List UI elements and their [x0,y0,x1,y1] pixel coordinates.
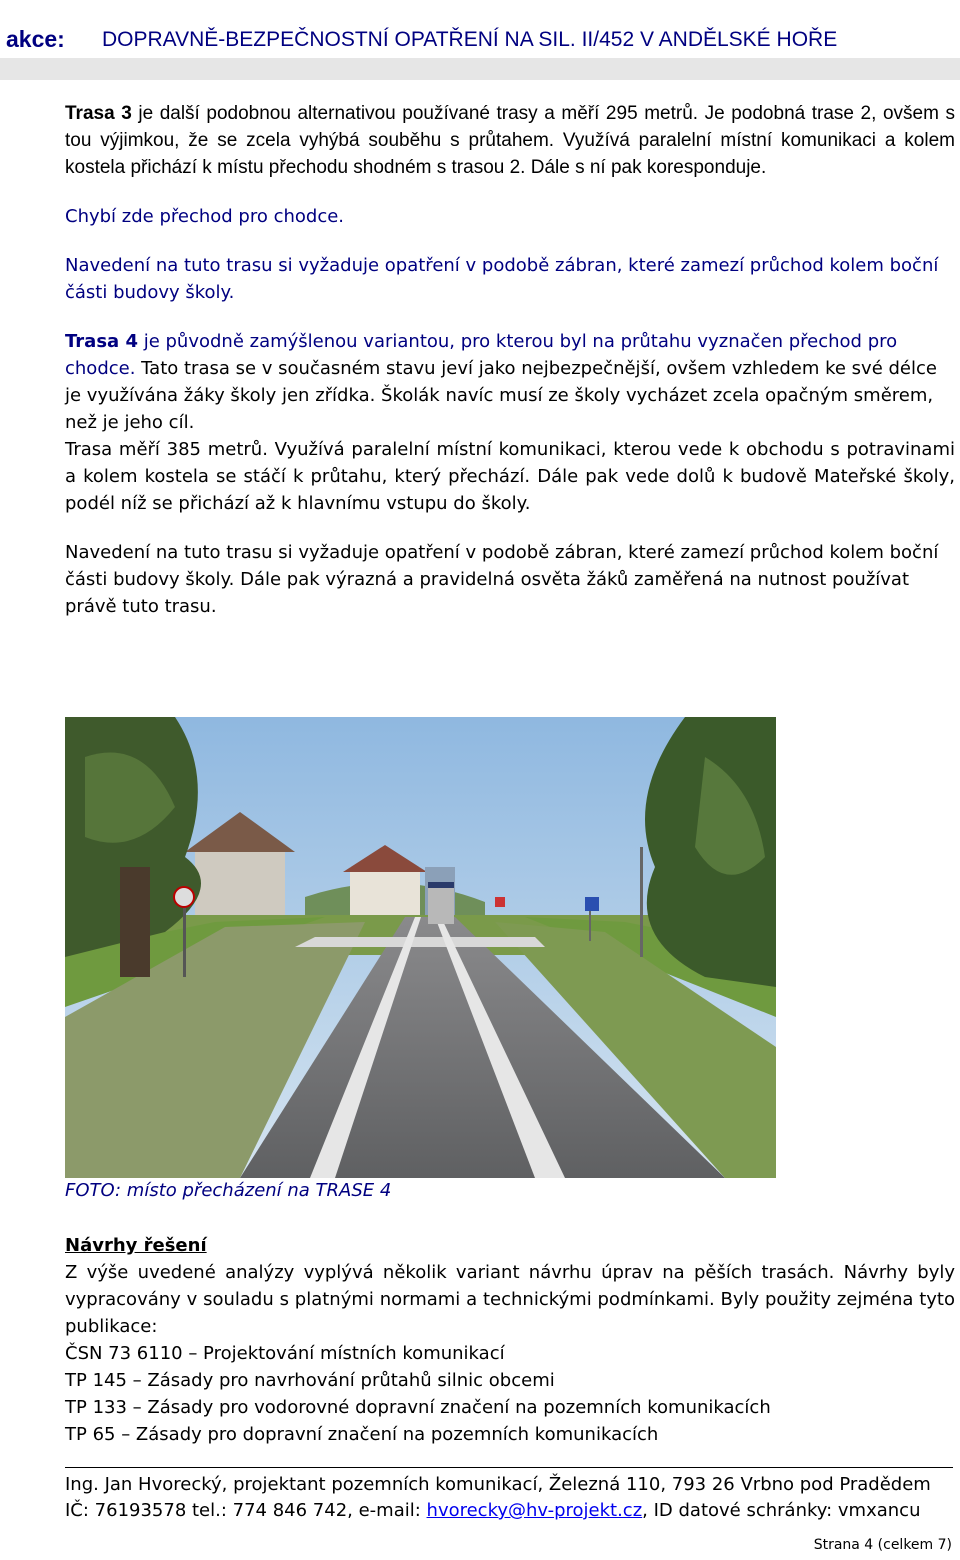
publication-item: ČSN 73 6110 – Projektování místních komunikací [65,1343,505,1364]
trasa4-paragraph [65,328,955,436]
document-body [65,100,955,620]
trasa3-name: Trasa 3 [65,103,132,124]
trasa4-text2: Tato trasa se v současném stavu jeví jako nejbezpečnější, ovšem vzhledem ke své délce je využívána žáky školy jen zřídka. Školák navíc musí ze školy vycházet zcela opačným směrem, než je jeho cíl. [65,358,937,433]
footer-contact [65,1498,955,1524]
page-header [0,0,960,80]
footer-divider [65,1467,953,1468]
publication-item: TP 145 – Zásady pro navrhování průtahů silnic obcemi [65,1370,555,1391]
trasa3-text: je další podobnou alternativou používané trasy a měří 295 metrů. Je podobná trase 2, ovšem s tou výjimkou, že se zcela vyhýbá souběhu s průtahem. Využívá paralelní místní komunikaci a kolem kostela přichází k místu přechodu shodném s trasou 2. Dále s ní pak koresponduje. [65,103,955,178]
trasa4-text1: je původně zamýšlenou variantou, pro kterou byl na průtahu vyznačen přechod pro chodce. [65,331,898,379]
trasa4-name: Trasa 4 [65,331,138,352]
footer-contact-suffix: , ID datové schránky: vmxancu [642,1500,921,1521]
page-footer [65,1472,955,1524]
page-number: Strana 4 (celkem 7) [813,1537,952,1553]
road-photo-image [65,717,776,1178]
trasa4-route: Trasa měří 385 metrů. Využívá paralelní místní komunikaci, kterou vede k obchodu s potravinami a kolem kostela se stáčí k průtahu, který přechází. Dále pak vede dolů k budově Mateřské školy, podél níž se přichází až k hlavnímu vstupu do školy. [65,439,955,514]
trasa3-missing: Chybí zde přechod pro chodce. [65,206,345,227]
trasa4-measure: Navedení na tuto trasu si vyžaduje opatření v podobě zábran, které zamezí průchod kolem boční části budovy školy. Dále pak výrazná a pravidelná osvěta žáků zaměřená na nutnost používat právě tuto trasu. [65,542,939,617]
footer-contact-prefix: IČ: 76193578 tel.: 774 846 742, e-mail: [65,1500,427,1521]
publication-item: TP 65 – Zásady pro dopravní značení na pozemních komunikacích [65,1424,659,1445]
photo-caption: FOTO: místo přecházení na TRASE 4 [65,1180,392,1201]
navrhy-text: Z výše uvedené analýzy vyplývá několik variant návrhu úprav na pěších trasách. Návrhy byly vypracovány v souladu s platnými normami a technickými podmínkami. Byly použity zejména tyto publikace: [65,1262,955,1337]
navrhy-section [65,1232,955,1448]
footer-email-link[interactable]: hvorecky@hv-projekt.cz [426,1500,643,1521]
road-photo [65,717,776,1178]
header-label: akce: [6,26,65,52]
trasa3-paragraph [65,100,955,181]
footer-address: Ing. Jan Hvorecký, projektant pozemních komunikací, Železná 110, 793 26 Vrbno pod Pradědem [65,1474,931,1495]
trasa3-measure: Navedení na tuto trasu si vyžaduje opatření v podobě zábran, které zamezí průchod kolem boční části budovy školy. [65,255,939,303]
navrhy-heading: Návrhy řešení [65,1235,207,1256]
header-title: DOPRAVNĚ-BEZPEČNOSTNÍ OPATŘENÍ NA SIL. II/452 V ANDĚLSKÉ HOŘE [102,28,838,51]
publication-item: TP 133 – Zásady pro vodorovné dopravní značení na pozemních komunikacích [65,1397,771,1418]
page-header-band [0,0,960,58]
